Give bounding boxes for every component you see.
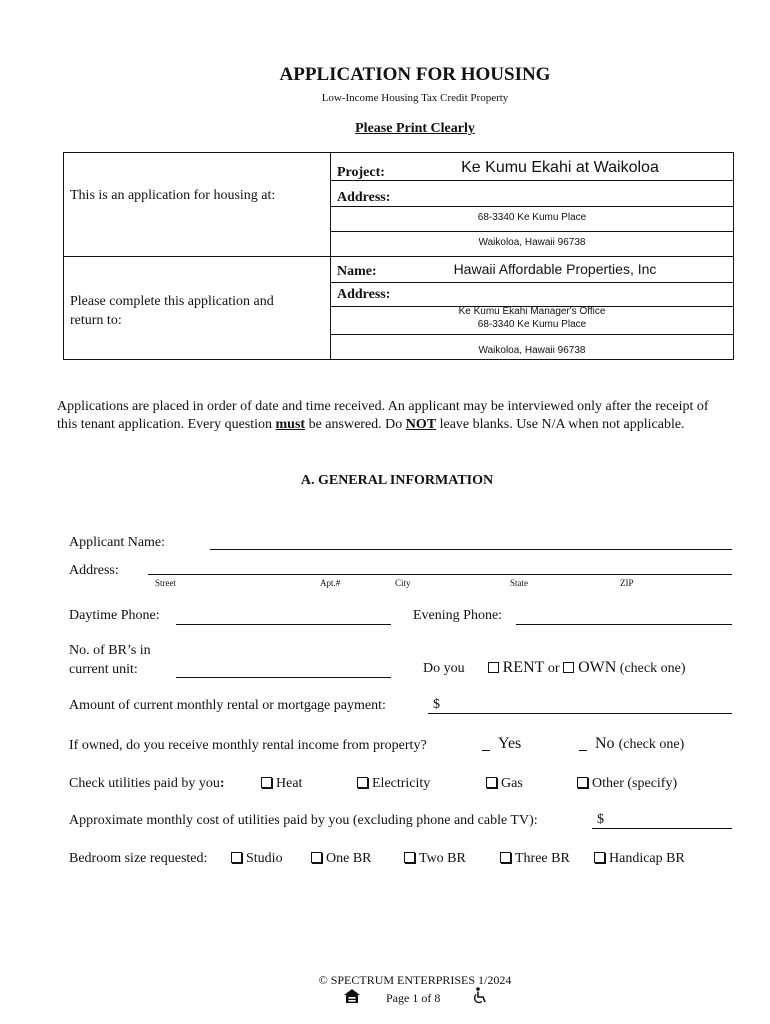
one-br-option <box>311 851 372 867</box>
page-title: APPLICATION FOR HOUSING <box>279 64 551 85</box>
br-label-1: No. of BR’s in <box>69 643 151 658</box>
applicant-name-field[interactable] <box>210 549 732 550</box>
one-br-checkbox[interactable] <box>311 852 322 863</box>
name-label: Name: <box>337 264 377 279</box>
address-field-label: Address: <box>69 563 119 578</box>
heat-checkbox[interactable] <box>261 777 272 788</box>
other-checkbox[interactable] <box>577 777 588 788</box>
address-line-1: 68-3340 Ke Kumu Place <box>477 212 587 223</box>
addr-state-label: State <box>510 578 528 588</box>
br-label-2: current unit: <box>69 662 138 677</box>
rent-own-row <box>423 659 685 677</box>
project-value: Ke Kumu Ekahi at Waikoloa <box>461 159 659 176</box>
electricity-option <box>357 776 430 792</box>
own-checkbox[interactable] <box>563 662 574 673</box>
other-option <box>577 776 677 792</box>
print-note: Please Print Clearly <box>355 121 475 136</box>
handicap-br-checkbox[interactable] <box>594 852 605 863</box>
daytime-phone-label: Daytime Phone: <box>69 608 160 623</box>
return-address-line-1: Ke Kumu Ekahi Manager's Office <box>458 306 606 317</box>
three-br-label: Three BR <box>515 851 570 866</box>
address-line-2: Waikoloa, Hawaii 96738 <box>478 237 586 248</box>
applicant-name-label: Applicant Name: <box>69 535 166 550</box>
return-label: Please complete this application and return to: <box>70 294 274 328</box>
yes-blank[interactable] <box>482 750 490 751</box>
instructions-text-1: Applications are placed in order of date and time received. An applicant may be interviewed only after the receipt of this tenant application. Every question <box>57 399 709 432</box>
rent-label: RENT <box>502 659 545 676</box>
return-address-label: Address: <box>337 287 391 302</box>
other-label: Other (specify) <box>592 776 678 791</box>
footer-copyright: © SPECTRUM ENTERPRISES 1/2024 <box>318 973 512 987</box>
studio-checkbox[interactable] <box>231 852 242 863</box>
project-label: Project: <box>337 165 385 180</box>
monthly-payment-field[interactable] <box>428 713 732 714</box>
utilities-colon: : <box>219 776 225 791</box>
rent-own-check-one: (check one) <box>619 661 686 676</box>
gas-checkbox[interactable] <box>486 777 497 788</box>
intro-label: This is an application for housing at: <box>70 188 276 203</box>
no-blank[interactable] <box>579 750 587 751</box>
studio-label: Studio <box>246 851 283 866</box>
daytime-phone-field[interactable] <box>176 624 391 625</box>
addr-street-label: Street <box>155 578 176 588</box>
utility-cost-dollar: $ <box>597 812 604 827</box>
own-label: OWN <box>578 659 617 676</box>
address-label: Address: <box>337 190 391 205</box>
electricity-label: Electricity <box>372 776 431 791</box>
bedroom-label: Bedroom size requested: <box>69 851 208 866</box>
monthly-payment-dollar: $ <box>433 697 440 712</box>
two-br-label: Two BR <box>419 851 466 866</box>
instructions-must: must <box>275 417 306 432</box>
no-row <box>595 735 684 753</box>
no-label: No <box>595 735 615 752</box>
instructions-text-3: leave blanks. Use N/A when not applicable. <box>436 417 685 432</box>
address-field[interactable] <box>148 574 732 575</box>
handicap-br-label: Handicap BR <box>609 851 685 866</box>
or-label: or <box>547 661 560 676</box>
accessibility-icon <box>472 987 488 1009</box>
heat-label: Heat <box>276 776 303 791</box>
electricity-checkbox[interactable] <box>357 777 368 788</box>
one-br-label: One BR <box>326 851 372 866</box>
br-count-field[interactable] <box>176 677 391 678</box>
utility-cost-label: Approximate monthly cost of utilities paid by you (excluding phone and cable TV): <box>69 813 538 828</box>
instructions-not: NOT <box>405 417 437 432</box>
do-you-label: Do you <box>423 661 465 676</box>
return-address-line-3: Waikoloa, Hawaii 96738 <box>478 345 586 356</box>
utilities-label: Check utilities paid by you <box>69 776 220 791</box>
evening-phone-field[interactable] <box>516 624 732 625</box>
utility-cost-field[interactable] <box>592 828 732 829</box>
gas-option <box>486 776 523 792</box>
monthly-payment-label: Amount of current monthly rental or mortgage payment: <box>69 698 386 713</box>
return-address-line-2: 68-3340 Ke Kumu Place <box>477 319 587 330</box>
two-br-checkbox[interactable] <box>404 852 415 863</box>
no-check-one: (check one) <box>618 737 685 752</box>
heat-option <box>261 776 302 792</box>
handicap-br-option <box>594 851 685 867</box>
instructions-text-2: be answered. Do <box>305 417 406 432</box>
evening-phone-label: Evening Phone: <box>413 608 503 623</box>
utilities-label-row <box>69 776 225 792</box>
studio-option <box>231 851 283 867</box>
yes-label: Yes <box>498 735 522 752</box>
addr-zip-label: ZIP <box>620 578 634 588</box>
gas-label: Gas <box>501 776 523 791</box>
name-value: Hawaii Affordable Properties, Inc <box>453 261 657 277</box>
instructions-paragraph <box>57 398 717 434</box>
three-br-option <box>500 851 570 867</box>
footer-page-number: Page 1 of 8 <box>386 991 441 1005</box>
equal-housing-icon <box>343 988 361 1009</box>
page-subtitle: Low-Income Housing Tax Credit Property <box>321 92 509 104</box>
rent-checkbox[interactable] <box>488 662 499 673</box>
addr-apt-label: Apt.# <box>320 578 341 588</box>
rental-income-label: If owned, do you receive monthly rental income from property? <box>69 738 427 753</box>
addr-city-label: City <box>395 578 411 588</box>
section-a-heading: A. GENERAL INFORMATION <box>300 473 494 488</box>
two-br-option <box>404 851 466 867</box>
three-br-checkbox[interactable] <box>500 852 511 863</box>
